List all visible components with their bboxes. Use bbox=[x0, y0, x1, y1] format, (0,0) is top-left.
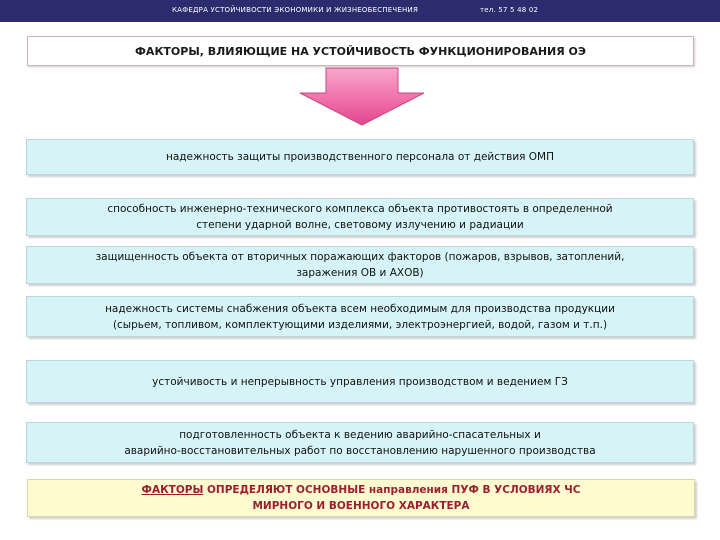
factor-box-rescue-readiness bbox=[26, 422, 694, 463]
factor-box-engineering-resistance bbox=[26, 198, 694, 236]
factor-text-line: способность инженерно-технического комплекса объекта противостоять в определенной bbox=[107, 203, 613, 215]
factor-text-line: надежность защиты производственного персонала от действия ОМП bbox=[165, 151, 555, 163]
conclusion-underlined-word: ФАКТОРЫ bbox=[141, 484, 204, 496]
factor-text-line: заражения ОВ и АХОВ) bbox=[296, 267, 424, 279]
page-title: ФАКТОРЫ, ВЛИЯЮЩИЕ НА УСТОЙЧИВОСТЬ ФУНКЦИОНИРОВАНИЯ ОЭ bbox=[27, 36, 694, 66]
down-arrow-icon bbox=[298, 67, 426, 127]
conclusion-box bbox=[27, 479, 695, 517]
factor-text-line: устойчивость и непрерывность управления производством и ведением ГЗ bbox=[152, 375, 568, 388]
factor-box-secondary-hazards bbox=[26, 246, 694, 284]
factor-text-line: аварийно-восстановительных работ по восстановлению нарушенного производства bbox=[124, 444, 596, 457]
factor-box-personnel-protection bbox=[26, 139, 694, 175]
factor-text-line: подготовленность объекта к ведению аварийно-спасательных и bbox=[179, 428, 541, 441]
phone-number: тел. 57 5 48 02 bbox=[480, 6, 539, 14]
conclusion-text: ОПРЕДЕЛЯЮТ ОСНОВНЫЕ направления ПУФ В УСЛОВИЯХ ЧС bbox=[203, 484, 581, 496]
factor-text-line: надежность системы снабжения объекта всем необходимым для производства продукции bbox=[105, 302, 615, 315]
factor-text-line: защищенность объекта от вторичных поражающих факторов (пожаров, взрывов, затоплений, bbox=[95, 251, 625, 263]
header-bar bbox=[0, 0, 720, 22]
factor-box-management-continuity bbox=[26, 360, 694, 403]
factor-text-line: (сырьем, топливом, комплектующими изделиями, электроэнергией, водой, газом и т.п.) bbox=[112, 318, 608, 331]
factor-text-line: степени ударной волне, световому излучению и радиации bbox=[196, 219, 524, 231]
department-name: КАФЕДРА УСТОЙЧИВОСТИ ЭКОНОМИКИ И ЖИЗНЕОБЕСПЕЧЕНИЯ bbox=[172, 6, 419, 14]
conclusion-line-1 bbox=[142, 482, 581, 498]
factor-box-supply-system bbox=[26, 296, 694, 337]
conclusion-line-2: МИРНОГО И ВОЕННОГО ХАРАКТЕРА bbox=[252, 500, 470, 512]
